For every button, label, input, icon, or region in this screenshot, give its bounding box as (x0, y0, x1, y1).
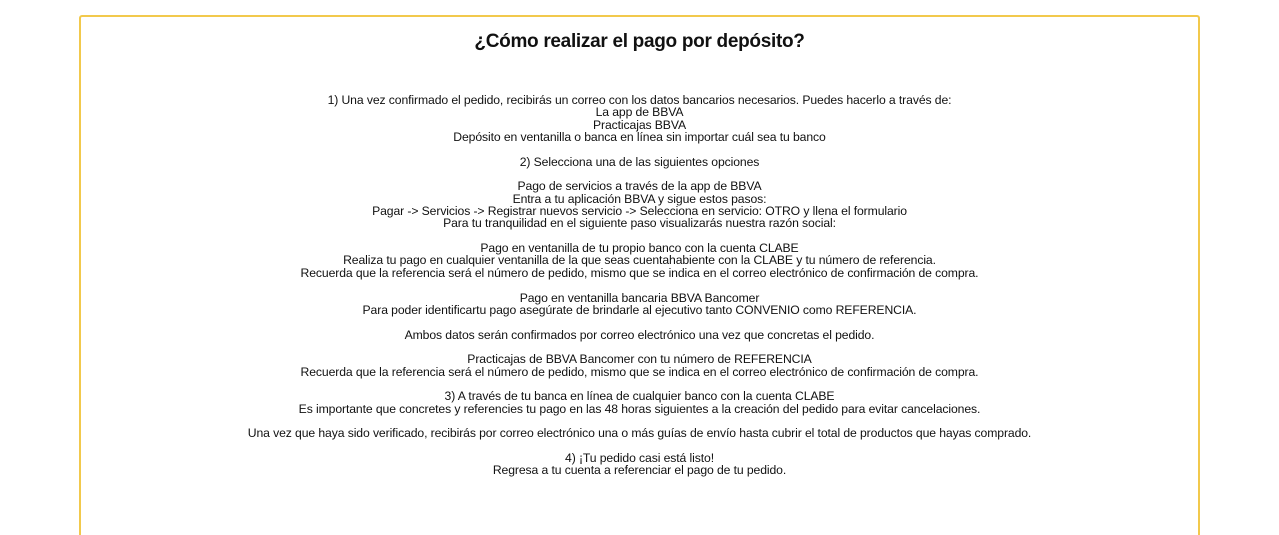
instruction-block (81, 452, 1198, 477)
instruction-line: 4) ¡Tu pedido casi está listo! (565, 450, 714, 465)
instruction-line: Para poder identificartu pago asegúrate de brindarle al ejecutivo tanto CONVENIO como REFERENCIA. (362, 302, 917, 317)
instruction-line: Entra a tu aplicación BBVA y sigue estos pasos: (512, 191, 767, 206)
instruction-line: Pago en ventanilla de tu propio banco con la cuenta CLABE (480, 241, 799, 256)
instruction-line: Recuerda que la referencia será el número de pedido, mismo que se indica en el correo electrónico de confirmación de compra. (300, 364, 979, 379)
instruction-block (81, 427, 1198, 439)
instructions-body (81, 94, 1198, 489)
instruction-line: Pagar -> Servicios -> Registrar nuevos servicio -> Selecciona en servicio: OTRO y llena el formulario (372, 204, 907, 219)
instruction-block (81, 242, 1198, 279)
instruction-line: Pago en ventanilla bancaria BBVA Bancomer (519, 290, 760, 305)
instruction-line: 3) A través de tu banca en línea de cualquier banco con la cuenta CLABE (444, 389, 835, 404)
instruction-line: Realiza tu pago en cualquier ventanilla de la que seas cuentahabiente con la CLABE y tu número de referencia. (343, 253, 936, 268)
instruction-line: Depósito en ventanilla o banca en línea sin importar cuál sea tu banco (453, 130, 826, 145)
instruction-line: Regresa a tu cuenta a referenciar el pago de tu pedido. (492, 463, 787, 478)
instruction-line: Para tu tranquilidad en el siguiente paso visualizarás nuestra razón social: (443, 216, 836, 231)
instruction-line: Pago de servicios a través de la app de BBVA (517, 179, 762, 194)
instruction-line: Ambos datos serán confirmados por correo electrónico una vez que concretas el pedido. (404, 327, 875, 342)
instruction-block (81, 329, 1198, 341)
instruction-block (81, 353, 1198, 378)
page-title: ¿Cómo realizar el pago por depósito? (474, 31, 805, 52)
instruction-line: Una vez que haya sido verificado, recibirás por correo electrónico una o más guías de envío hasta cubrir el total de productos que hayas comprado. (247, 426, 1032, 441)
instruction-line: Practicajas BBVA (592, 117, 686, 132)
instruction-line: La app de BBVA (595, 105, 684, 120)
instruction-line: Practicajas de BBVA Bancomer con tu número de REFERENCIA (467, 352, 812, 367)
instruction-block (81, 292, 1198, 317)
instruction-block (81, 390, 1198, 415)
instruction-line: 1) Una vez confirmado el pedido, recibirás un correo con los datos bancarios necesarios. Puedes hacerlo a través de: (327, 93, 952, 107)
instruction-line: 2) Selecciona una de las siguientes opciones (519, 154, 760, 169)
deposit-instructions-panel (79, 15, 1200, 535)
instruction-block (81, 180, 1198, 229)
instruction-line: Recuerda que la referencia será el número de pedido, mismo que se indica en el correo electrónico de confirmación de compra. (300, 265, 979, 280)
instruction-block (81, 94, 1198, 143)
instruction-block (81, 156, 1198, 168)
instruction-line: Es importante que concretes y referencies tu pago en las 48 horas siguientes a la creación del pedido para evitar cancelaciones. (298, 401, 981, 416)
